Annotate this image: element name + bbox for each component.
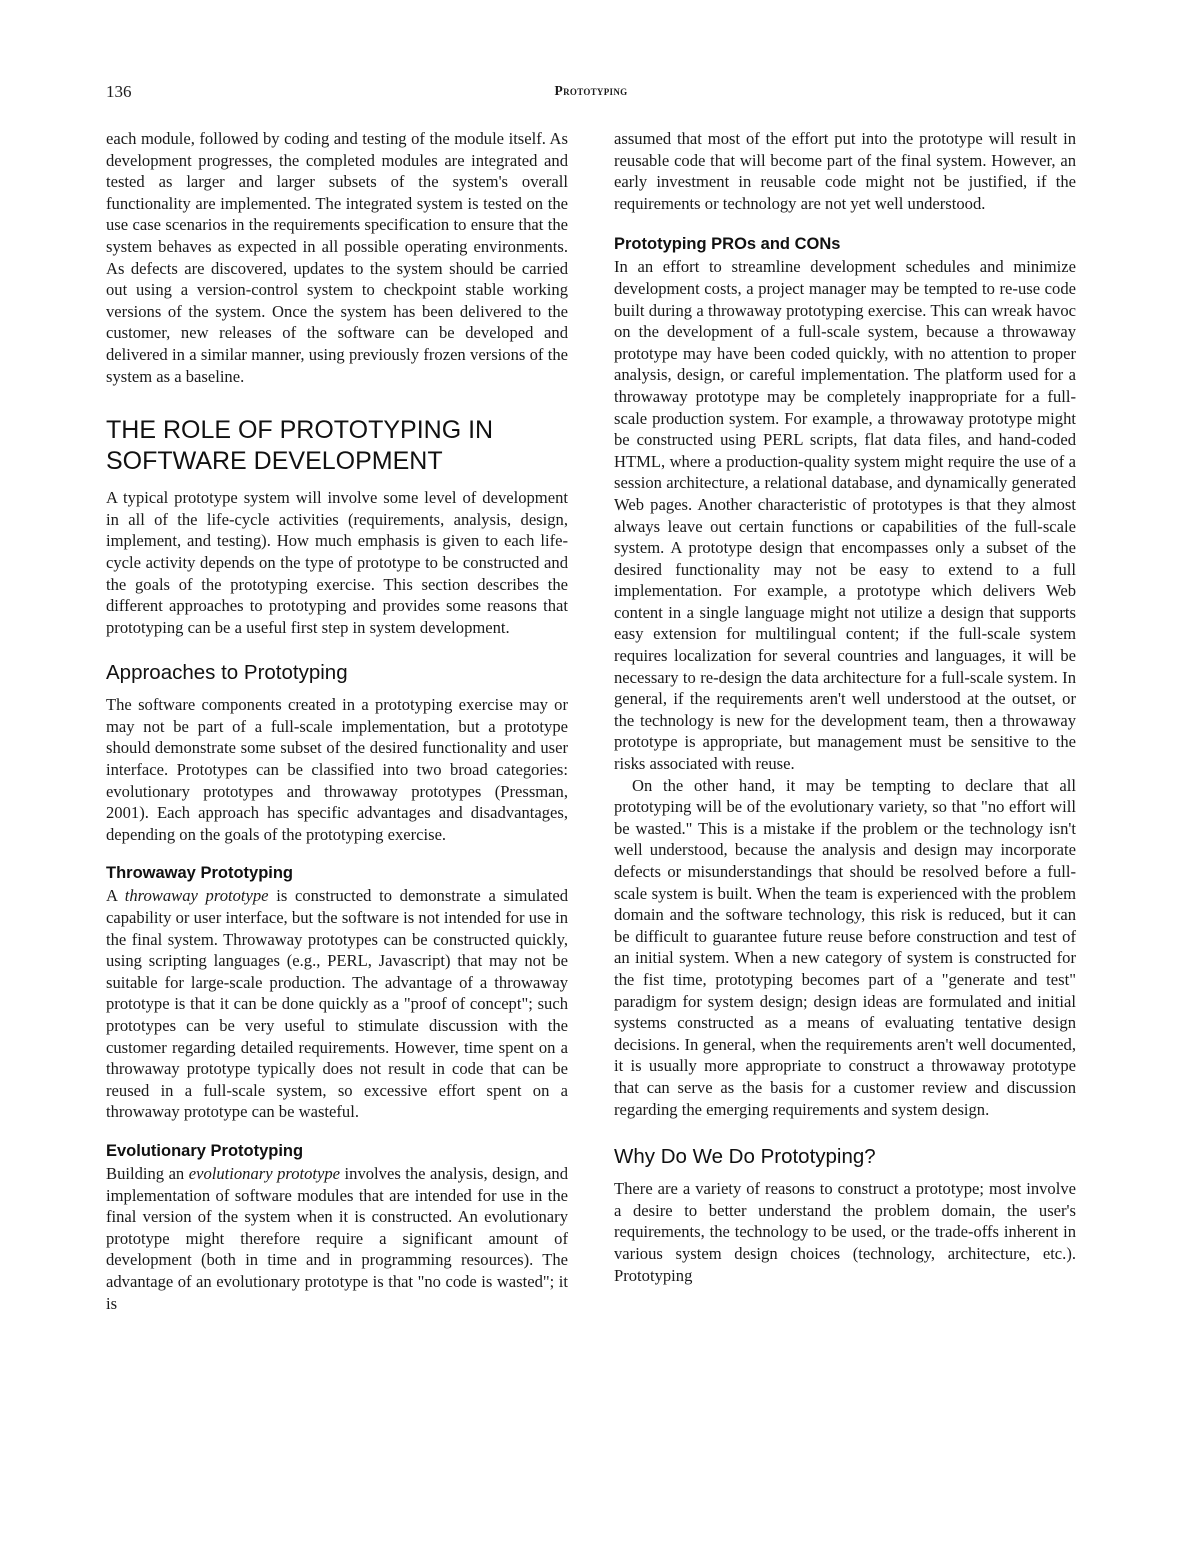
text-run: Building an <box>106 1163 189 1183</box>
paragraph-approaches: The software components created in a prototyping exercise may or may not be part of a full-scale implementation, but a prototype should demonstrate some subset of the desired functionality and user interface. Prototypes can be classified into two broad categories: evolutionary prototypes and throwaway prototypes (Pressman, 2001). Each approach has specific advantages and disadvantages, depending on the goals of the prototyping exercise. <box>106 695 568 844</box>
term-throwaway: throwaway prototype <box>124 886 269 906</box>
section-heading: THE ROLE OF PROTOTYPING IN SOFTWARE DEVELOPMENT <box>106 416 494 476</box>
paragraph-throwaway <box>106 885 568 1123</box>
right-column <box>614 128 1076 1286</box>
paragraph-role: A typical prototype system will involve some level of development in all of the life-cycle activities (requirements, analysis, design, implement, and testing). How much emphasis is given to each life-cycle activity depends on the type of prototype to be constructed and the goals of the prototyping exercise. This section describes the different approaches to prototyping and provides some reasons that prototyping can be a useful first step in system development. <box>106 488 568 637</box>
paragraph-pros-cons: In an effort to streamline development schedules and minimize development costs, a project manager may be tempted to re-use code built during a throwaway prototyping exercise. This can wreak havoc on the development of a full-scale system, because a throwaway prototype may have been coded quickly, with no attention to proper analysis, design, or careful implementation. The platform used for a throwaway prototype may be completely inappropriate for a full-scale production system. For example, a throwaway prototype might be constructed using PERL scripts, flat data files, and hand-coded HTML, where a production-quality system might require the use of a session architecture, a relational database, and dynamically generated Web pages. Another characteristic of prototypes is that they almost always leave out certain functions or capabilities of the full-scale system. A prototype design that encompasses only a subset of the desired functionality may not be easy to extend to a full implementation. For example, a prototype which delivers Web content in a single language might not utilize a design that supports easy extension for multilingual content; if the full-scale system requires localization for several countries and languages, it will be necessary to re-design the data architecture for a full-scale system. In general, if the requirements aren't well understood at the outset, or the technology is new for the development team, then a throwaway prototype is appropriate, but management must be sensitive to the risks associated with reuse. <box>614 257 1076 774</box>
term-evolutionary: evolutionary prototype <box>188 1163 341 1183</box>
paragraph-other-hand: On the other hand, it may be tempting to declare that all prototyping will be of the evolutionary variety, so that "no effort will be wasted." This is a mistake if the problem or the technology isn't well understood, because the analysis and design may incorporate defects or misunderstandings that should be resolved before a full-scale system is built. When the team is experienced with the problem domain and the software technology, this risk is reduced, but it can be difficult to guarantee future reuse before construction and test of an initial system. When a new category of system is constructed for the fist time, prototyping becomes part of a "generate and test" paradigm for system design; design ideas are formulated and initial systems constructed as a means of evaluating tentative design decisions. In general, when the requirements aren't well documented, it is usually more appropriate to construct a throwaway prototype that can serve as the basis for a customer review and discussion regarding the emerging requirements and system design. <box>614 775 1076 1119</box>
text-run: is constructed to demonstrate a simulated capability or user interface, but the software is not intended for use in the final system. Throwaway prototypes can be constructed quickly, using scripting languages (e.g., PERL, Javascript) that may not be suitable for large-scale production. The advantage of a throwaway prototype is that it can be done quickly as a "proof of concept"; such prototypes can be very useful to stimulate discussion with the customer regarding detailed requirements. However, time spent on a throwaway prototype typically does not result in code that can be reused in a full-scale system, so excessive effort spent on a throwaway prototype can be wasteful. <box>106 886 568 1122</box>
subsection-heading-why: Why Do We Do Prototyping? <box>614 1145 876 1169</box>
paragraph-evolutionary <box>106 1163 568 1314</box>
paragraph-continued: assumed that most of the effort put into the prototype will result in reusable code that will become part of the final system. However, an early investment in reusable code might not be justified, if the requirements or technology are not yet well understood. <box>614 129 1076 213</box>
left-column <box>106 128 568 1314</box>
subsection-heading-approaches: Approaches to Prototyping <box>106 661 348 685</box>
paragraph-intro: each module, followed by coding and testing of the module itself. As development progresses, the completed modules are integrated and tested as larger and larger subsets of the system's overall functionality are implemented. The integrated system is tested on the use case scenarios in the requirements specification to ensure that the system behaves as expected in all possible operating environments. As defects are discovered, updates to the system should be carried out using a version-control system to checkpoint stable working versions of the system. Once the system has been delivered to the customer, new releases of the software can be developed and delivered in a similar manner, using previously frozen versions of the system as a baseline. <box>106 129 568 386</box>
text-run: involves the analysis, design, and implementation of software modules that are intended for use in the final version of the system when it is constructed. An evolutionary prototype might therefore require a significant amount of development (both in time and in programming resources). The advantage of an evolutionary prototype is that "no code is wasted"; it is <box>106 1163 569 1313</box>
running-head: Prototyping <box>554 83 628 98</box>
subheading-evolutionary: Evolutionary Prototyping <box>106 1141 304 1160</box>
text-run: A <box>106 886 125 906</box>
page-header <box>106 82 1076 106</box>
page-number: 136 <box>106 82 132 101</box>
paragraph-why: There are a variety of reasons to construct a prototype; most involve a desire to better understand the problem domain, the user's requirements, the technology to be used, or the trade-offs inherent in various system design choices (technology, architecture, etc.). Prototyping <box>614 1179 1076 1285</box>
subheading-throwaway: Throwaway Prototyping <box>106 864 294 883</box>
subheading-pros-cons: Prototyping PROs and CONs <box>614 235 841 254</box>
